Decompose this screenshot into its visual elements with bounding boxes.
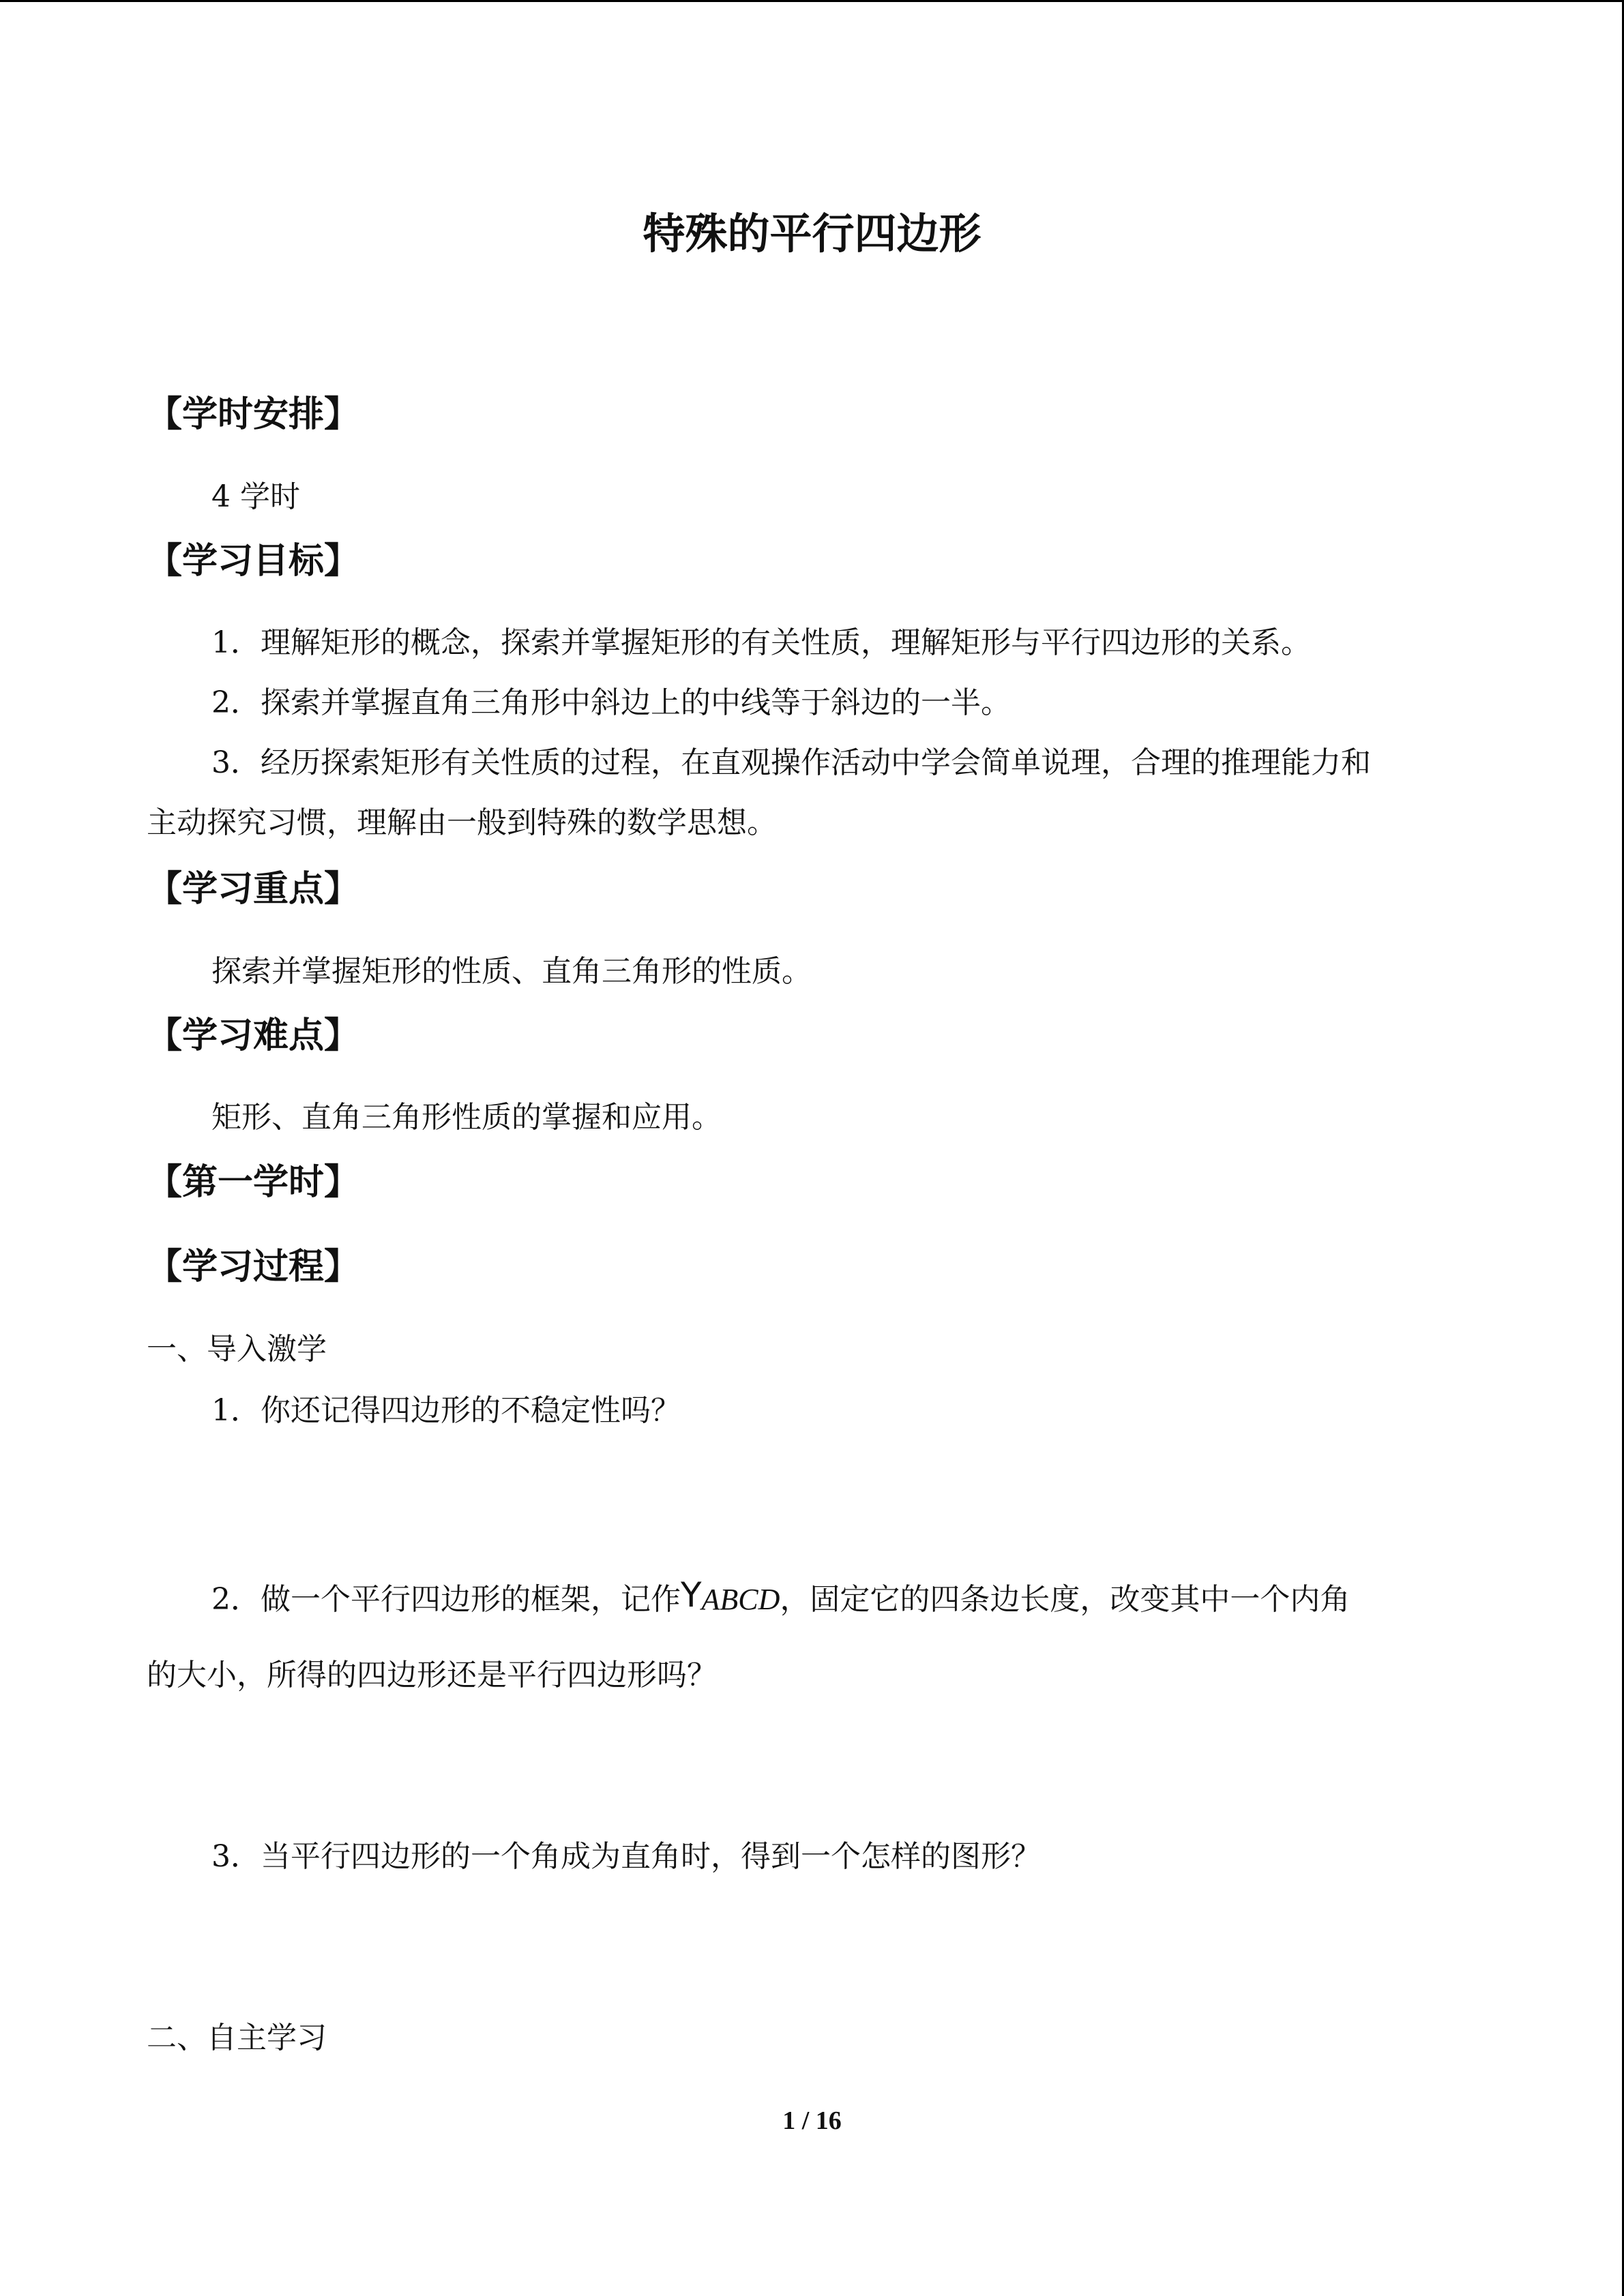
q2-text-after: ，固定它的四条边长度，改变其中一个内角 — [780, 1582, 1350, 1617]
part1-question-1: 1．你还记得四边形的不稳定性吗？ — [211, 1393, 681, 1428]
heading-objectives: 【学习目标】 — [147, 541, 360, 582]
page-number: 1 / 16 — [782, 2106, 842, 2135]
heading-key-points: 【学习重点】 — [147, 869, 360, 910]
heading-difficulties: 【学习难点】 — [147, 1015, 360, 1056]
parallelogram-symbol: Y — [681, 1575, 702, 1615]
key-points-text: 探索并掌握矩形的性质、直角三角形的性质。 — [211, 954, 812, 989]
objective-item-1: 1．理解矩形的概念，探索并掌握矩形的有关性质，理解矩形与平行四边形的关系。 — [211, 625, 1311, 660]
part2-title: 二、自主学习 — [147, 2021, 327, 2055]
part1-question-2 — [211, 1575, 1350, 1620]
part1-question-3: 3．当平行四边形的一个角成为直角时，得到一个怎样的图形？ — [211, 1839, 1041, 1874]
heading-first-period: 【第一学时】 — [147, 1162, 360, 1203]
heading-schedule: 【学时安排】 — [147, 394, 360, 435]
schedule-text: 4 学时 — [211, 479, 300, 514]
objective-item-3-continuation: 主动探究习惯，理解由一般到特殊的数学思想。 — [147, 805, 777, 840]
objective-item-2: 2．探索并掌握直角三角形中斜边上的中线等于斜边的一半。 — [211, 685, 1011, 720]
objective-item-3: 3．经历探索矩形有关性质的过程，在直观操作活动中学会简单说理，合理的推理能力和 — [211, 745, 1371, 780]
heading-process: 【学习过程】 — [147, 1247, 360, 1287]
document-title: 特殊的平行四边形 — [643, 209, 981, 258]
q2-math-abcd: ABCD — [701, 1583, 780, 1616]
difficulties-text: 矩形、直角三角形性质的掌握和应用。 — [211, 1100, 722, 1135]
part1-title: 一、导入激学 — [147, 1332, 327, 1367]
part1-question-2-continuation: 的大小，所得的四边形还是平行四边形吗？ — [147, 1658, 717, 1693]
q2-text-before: 2．做一个平行四边形的框架，记作 — [211, 1582, 681, 1617]
